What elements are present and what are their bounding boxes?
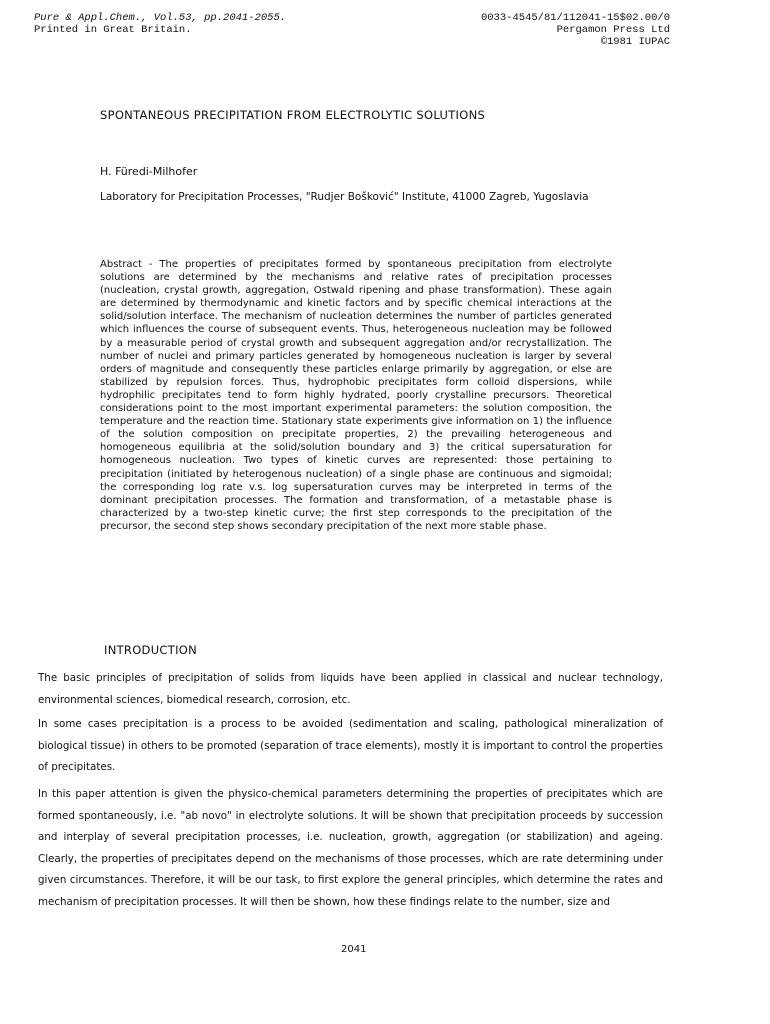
author-name: H. Füredi-Milhofer	[100, 165, 198, 178]
journal-header	[34, 12, 286, 36]
body-paragraph: In some cases precipitation is a process to be avoided (sedimentation and scaling, pathological mineralization of biological tissue) in others to be promoted (separation of trace elements), mostly it is important to control the properties of precipitates.	[38, 718, 663, 773]
paper-title: SPONTANEOUS PRECIPITATION FROM ELECTROLYTIC SOLUTIONS	[100, 108, 486, 122]
section-heading-introduction: INTRODUCTION	[104, 643, 198, 657]
publisher-header	[481, 12, 670, 48]
body-paragraph: The basic principles of precipitation of solids from liquids have been applied in classical and nuclear technology, environmental sciences, biomedical research, corrosion, etc.	[38, 672, 663, 706]
journal-citation: Pure & Appl.Chem., Vol.53, pp.2041-2055.	[34, 12, 287, 24]
printed-location: Printed in Great Britain.	[34, 24, 192, 36]
author-affiliation: Laboratory for Precipitation Processes, "Rudjer Bošković" Institute, 41000 Zagreb, Yugoslavia	[100, 191, 589, 203]
page-number: 2041	[341, 944, 367, 955]
article-code: 0033-4545/81/112041-15$02.00/0	[480, 12, 670, 24]
copyright-notice: ©1981 IUPAC	[600, 36, 670, 48]
publisher-name: Pergamon Press Ltd	[556, 24, 670, 36]
abstract: Abstract - The properties of precipitates formed by spontaneous precipitation from electrolyte solutions are determined by the mechanisms and relative rates of precipitation processes (nucleation, crystal growth, aggregation, Ostwald ripening and phase transformation). These again are determined by thermodynamic and kinetic factors and by specific chemical interactions at the solid/solution interface. The mechanism of nucleation determines the number of particles generated which influences the course of subsequent events. Thus, heterogeneous nucleation may be followed by a measurable period of crystal growth and subsequent aggregation and/or recrystallization. The number of nuclei and primary particles generated by homogeneous nucleation is larger by several orders of magnitude and consequently these particles enlarge primarily by aggregation, or else are stabilized by repulsion forces. Thus, hydrophobic precipitates form colloid dispersions, while hydrophilic precipitates tend to form highly hydrated, poorly crystalline precursors. Theoretical considerations point to the most important experimental parameters: the solution composition, the temperature and the reaction time. Stationary state experiments give information on 1) the influence of the solution composition on precipitate properties, 2) the prevailing heterogeneous and homogeneous equilibria at the solid/solution boundary and 3) the critical supersaturation for homogeneous nucleation. Two types of kinetic curves are represented: those pertaining to precipitation (initiated by heterogenous nucleation) of a single phase are continuous and sigmoidal; the corresponding log rate v.s. log supersaturation curves may be interpreted in terms of the dominant precipitation processes. The formation and transformation, of a metastable phase is characterized by a two-step kinetic curve; the first step corresponds to the precipitation of the precursor, the second step shows secondary precipitation of the next more stable phase.	[100, 259, 612, 532]
body-paragraph: In this paper attention is given the physico-chemical parameters determining the properties of precipitates which are formed spontaneously, i.e. "ab novo" in electrolyte solutions. It will be shown that precipitation proceeds by succession and interplay of several precipitation processes, i.e. nucleation, growth, aggregation (or stabilization) and ageing. Clearly, the properties of precipitates depend on the mechanisms of those processes, which are rate determining under given circumstances. Therefore, it will be our task, to first explore the general principles, which determine the rates and mechanism of precipitation processes. It will then be shown, how these findings relate to the number, size and	[38, 788, 663, 908]
